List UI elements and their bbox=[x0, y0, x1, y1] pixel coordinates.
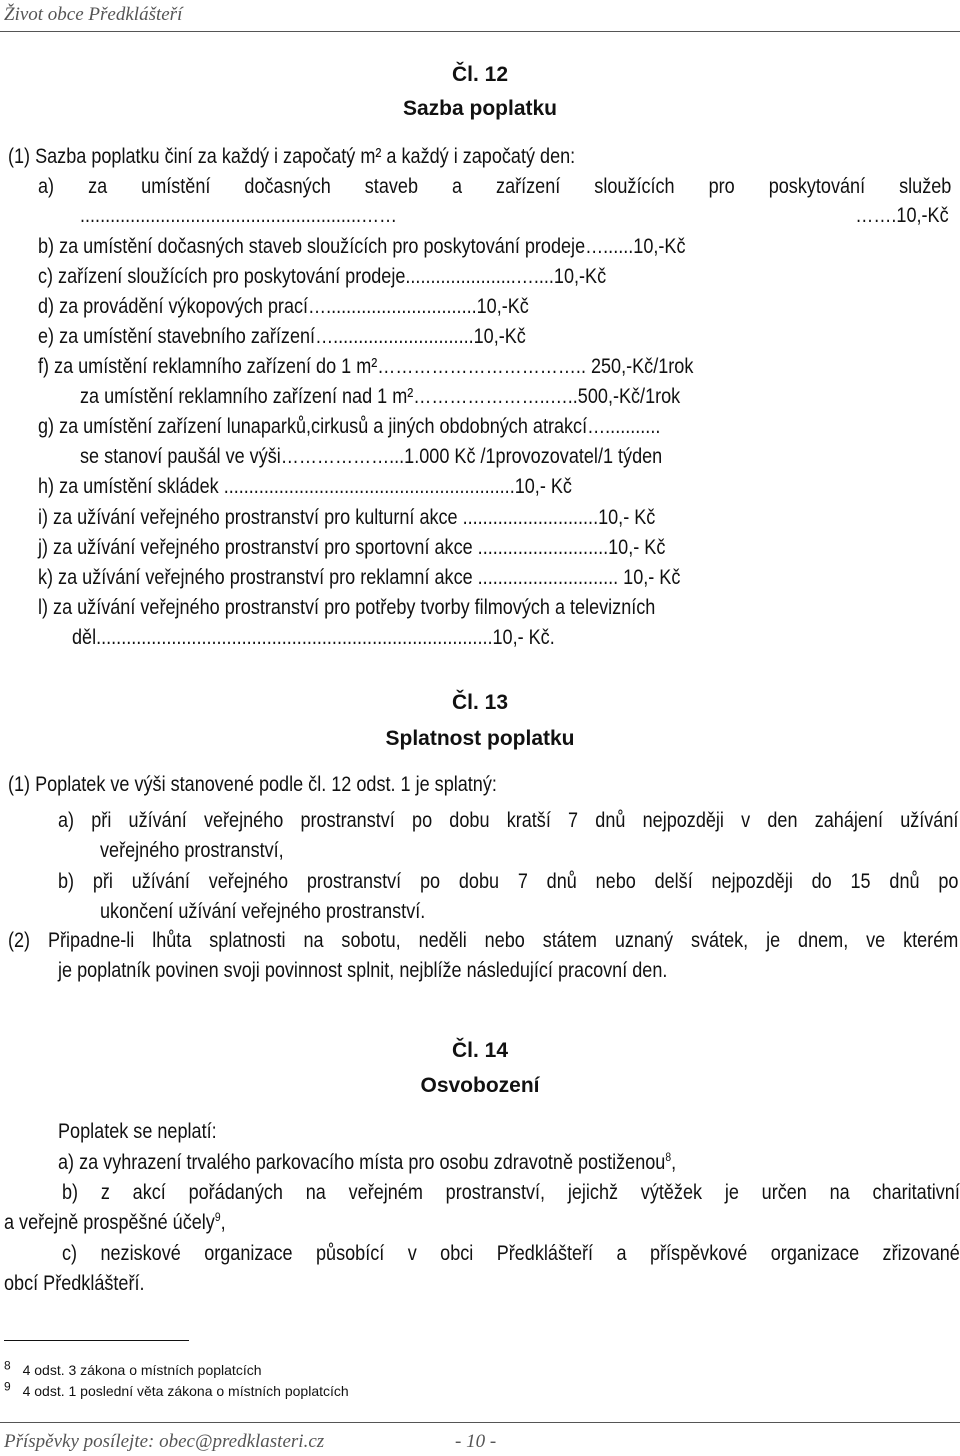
article-13-paragraph-2-line2: je poplatník povinen svoji povinnost splnit, nejblíže následující pracovní den. bbox=[58, 959, 668, 982]
article-12-item-a-line1: a) za umístění dočasných staveb a zařízení sloužících pro poskytování služeb bbox=[38, 175, 952, 198]
article-14-item-b-text: a veřejně prospěšné účely bbox=[4, 1211, 215, 1234]
article-14-item-b-line1: b) z akcí pořádaných na veřejném prostranství, jejichž výtěžek je určen na charitativní bbox=[62, 1181, 960, 1204]
footnote-8 bbox=[4, 1358, 262, 1378]
article-14-item-a bbox=[58, 1152, 676, 1173]
article-12-item-f-line2: za umístění reklamního zařízení nad 1 m²…………………..…..500,-Kč/1rok bbox=[80, 385, 681, 408]
footnote-9-text: 4 odst. 1 poslední věta zákona o místních poplatcích bbox=[22, 1383, 349, 1399]
article-12-subtitle: Sazba poplatku bbox=[402, 97, 558, 120]
article-12-item-a-line2: ........................................................…… …….10,-Kč bbox=[80, 204, 949, 227]
footnote-ref-8: 8 bbox=[665, 1150, 672, 1164]
article-14-item-b-end: , bbox=[220, 1211, 226, 1234]
article-12-item-c: c) zařízení sloužících pro poskytování prodeje......................…....10,-Kč bbox=[38, 265, 607, 288]
article-12-item-l-line1: l) za užívání veřejného prostranství pro potřeby tvorby filmových a televizních bbox=[38, 596, 656, 619]
article-14-subtitle: Osvobození bbox=[420, 1074, 540, 1097]
article-14-item-c-line1: c) neziskové organizace působící v obci Předklášteří a příspěvkové organizace zřizované bbox=[62, 1242, 960, 1265]
footnote-9-number: 9 bbox=[4, 1379, 11, 1394]
article-12-item-b: b) za umístění dočasných staveb sloužících pro poskytování prodeje…......10,-Kč bbox=[38, 235, 686, 258]
article-13-item-b-line2: ukončení užívání veřejného prostranství. bbox=[100, 900, 426, 923]
footnote-8-number: 8 bbox=[4, 1358, 11, 1373]
article-12-paragraph-1: (1) Sazba poplatku činí za každý i započatý m² a každý i započatý den: bbox=[8, 145, 576, 168]
article-12-item-d: d) za provádění výkopových prací…..............................10,-Kč bbox=[38, 295, 529, 318]
article-13-paragraph-2-line1: (2) Připadne-li lhůta splatnosti na sobotu, neděli nebo státem uznaný svátek, je dnem, ve kterém bbox=[8, 929, 959, 952]
article-14-intro: Poplatek se neplatí: bbox=[58, 1120, 217, 1143]
footer-page-number: - 10 - bbox=[455, 1431, 497, 1452]
article-13-item-a-line2: veřejného prostranství, bbox=[100, 839, 284, 862]
article-14-item-c-line2: obcí Předklášteří. bbox=[4, 1272, 145, 1295]
article-13-subtitle: Splatnost poplatku bbox=[385, 727, 575, 750]
article-14-item-a-text: a) za vyhrazení trvalého parkovacího místa pro osobu zdravotně postiženou bbox=[58, 1151, 666, 1174]
footnote-8-text: 4 odst. 3 zákona o místních poplatcích bbox=[22, 1362, 262, 1378]
article-12-item-f-line1: f) za umístění reklamního zařízení do 1 m²…………………………….. 250,-Kč/1rok bbox=[38, 355, 694, 378]
article-12-item-g-line1: g) za umístění zařízení lunaparků,cirkusů a jiných obdobných atrakcí…........... bbox=[38, 415, 661, 438]
article-12-item-e: e) za umístění stavebního zařízení…............................10,-Kč bbox=[38, 325, 526, 348]
footer-contact: Příspěvky posílejte: obec@predklasteri.cz bbox=[4, 1431, 325, 1452]
article-12-item-k: k) za užívání veřejného prostranství pro reklamní akce ............................ 10,- Kč bbox=[38, 566, 681, 589]
article-13-paragraph-1: (1) Poplatek ve výši stanovené podle čl. 12 odst. 1 je splatný: bbox=[8, 773, 497, 796]
page-header-title: Život obce Předklášteří bbox=[4, 4, 183, 25]
article-12-item-g-line2: se stanoví paušál ve výši………………...1.000 Kč /1provozovatel/1 týden bbox=[80, 445, 663, 468]
footnote-9 bbox=[4, 1379, 349, 1399]
article-14-item-a-end: , bbox=[671, 1151, 677, 1174]
article-14-item-b-line2 bbox=[4, 1212, 226, 1233]
footer-divider bbox=[0, 1422, 960, 1423]
article-13-item-b-line1: b) při užívání veřejného prostranství po dobu 7 dnů nebo delší nejpozději do 15 dnů po bbox=[58, 870, 959, 893]
article-14-title: Čl. 14 bbox=[451, 1039, 509, 1062]
article-13-title: Čl. 13 bbox=[451, 691, 509, 714]
article-13-item-a-line1: a) při užívání veřejného prostranství po dobu kratší 7 dnů nejpozději v den zahájení užívání bbox=[58, 809, 959, 832]
footnote-ref-9: 9 bbox=[214, 1210, 221, 1224]
article-12-item-h: h) za umístění skládek ..........................................................10,- Kč bbox=[38, 475, 572, 498]
footnote-divider bbox=[4, 1340, 189, 1341]
header-divider bbox=[0, 31, 960, 32]
article-12-title: Čl. 12 bbox=[451, 63, 509, 86]
article-12-item-l-line2: děl...............................................................................10,- Kč. bbox=[72, 626, 555, 649]
article-12-item-j: j) za užívání veřejného prostranství pro sportovní akce ..........................10,- Kč bbox=[38, 536, 666, 559]
article-12-item-i: i) za užívání veřejného prostranství pro kulturní akce ...........................10,- Kč bbox=[38, 506, 656, 529]
